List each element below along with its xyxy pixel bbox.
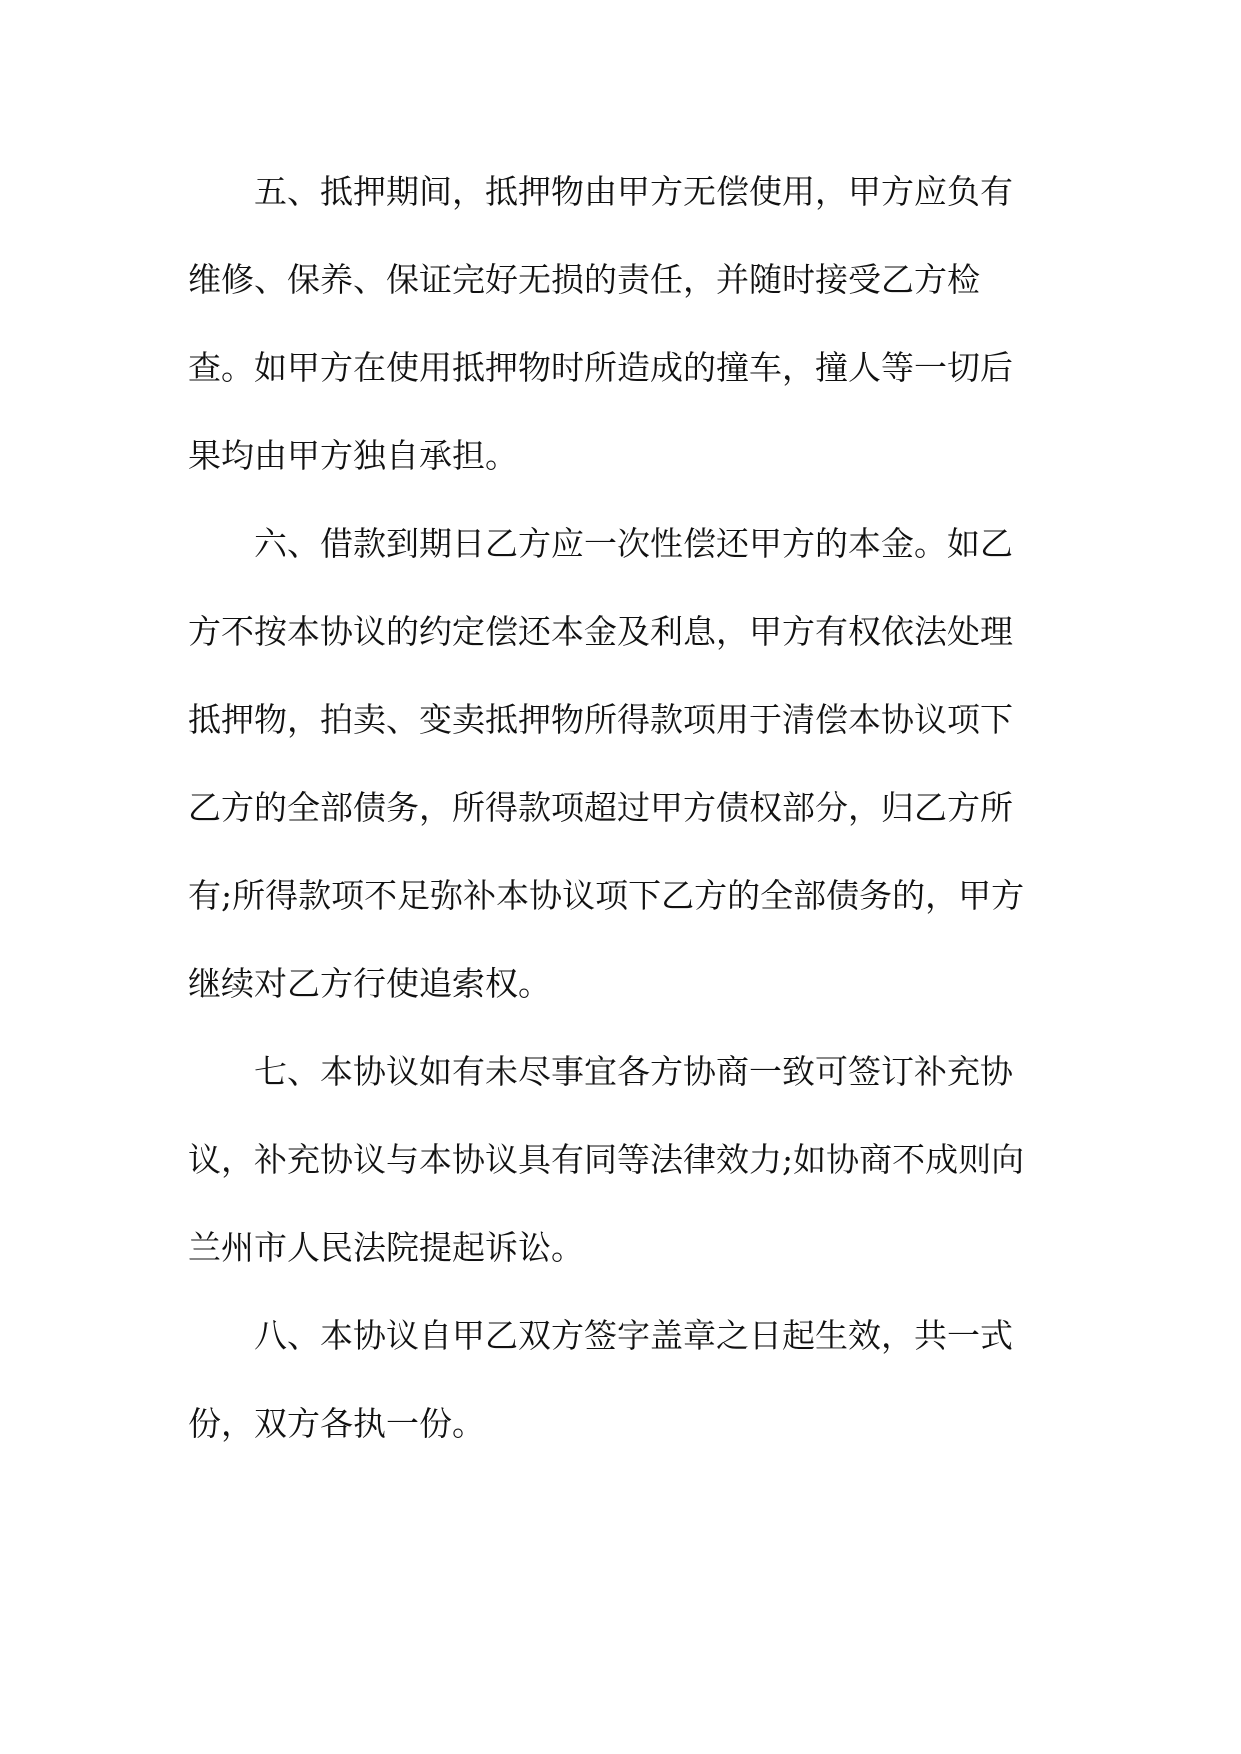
paragraph-5-line-1: 五、抵押期间，抵押物由甲方无偿使用，甲方应负有 — [254, 172, 1013, 211]
paragraph-6-line-5: 有;所得款项不足弥补本协议项下乙方的全部债务的，甲方 — [188, 876, 1025, 915]
paragraph-6-line-3: 抵押物，拍卖、变卖抵押物所得款项用于清偿本协议项下 — [188, 700, 1013, 739]
paragraph-6-line-6: 继续对乙方行使追索权。 — [188, 964, 551, 1003]
paragraph-7-line-1: 七、本协议如有未尽事宜各方协商一致可签订补充协 — [254, 1052, 1013, 1091]
paragraph-7-line-2: 议，补充协议与本协议具有同等法律效力;如协商不成则向 — [188, 1140, 1025, 1179]
paragraph-5-line-4: 果均由甲方独自承担。 — [188, 436, 518, 475]
paragraph-6-line-4: 乙方的全部债务，所得款项超过甲方债权部分，归乙方所 — [188, 788, 1013, 827]
paragraph-8-line-2: 份，双方各执一份。 — [188, 1404, 485, 1443]
paragraph-5-line-3: 查。如甲方在使用抵押物时所造成的撞车，撞人等一切后 — [188, 348, 1013, 387]
paragraph-6-line-2: 方不按本协议的约定偿还本金及利息，甲方有权依法处理 — [188, 612, 1013, 651]
paragraph-8-line-1: 八、本协议自甲乙双方签字盖章之日起生效，共一式 — [254, 1316, 1013, 1355]
paragraph-5-line-2: 维修、保养、保证完好无损的责任，并随时接受乙方检 — [188, 260, 980, 299]
paragraph-6-line-1: 六、借款到期日乙方应一次性偿还甲方的本金。如乙 — [254, 524, 1013, 563]
paragraph-7-line-3: 兰州市人民法院提起诉讼。 — [188, 1228, 584, 1267]
